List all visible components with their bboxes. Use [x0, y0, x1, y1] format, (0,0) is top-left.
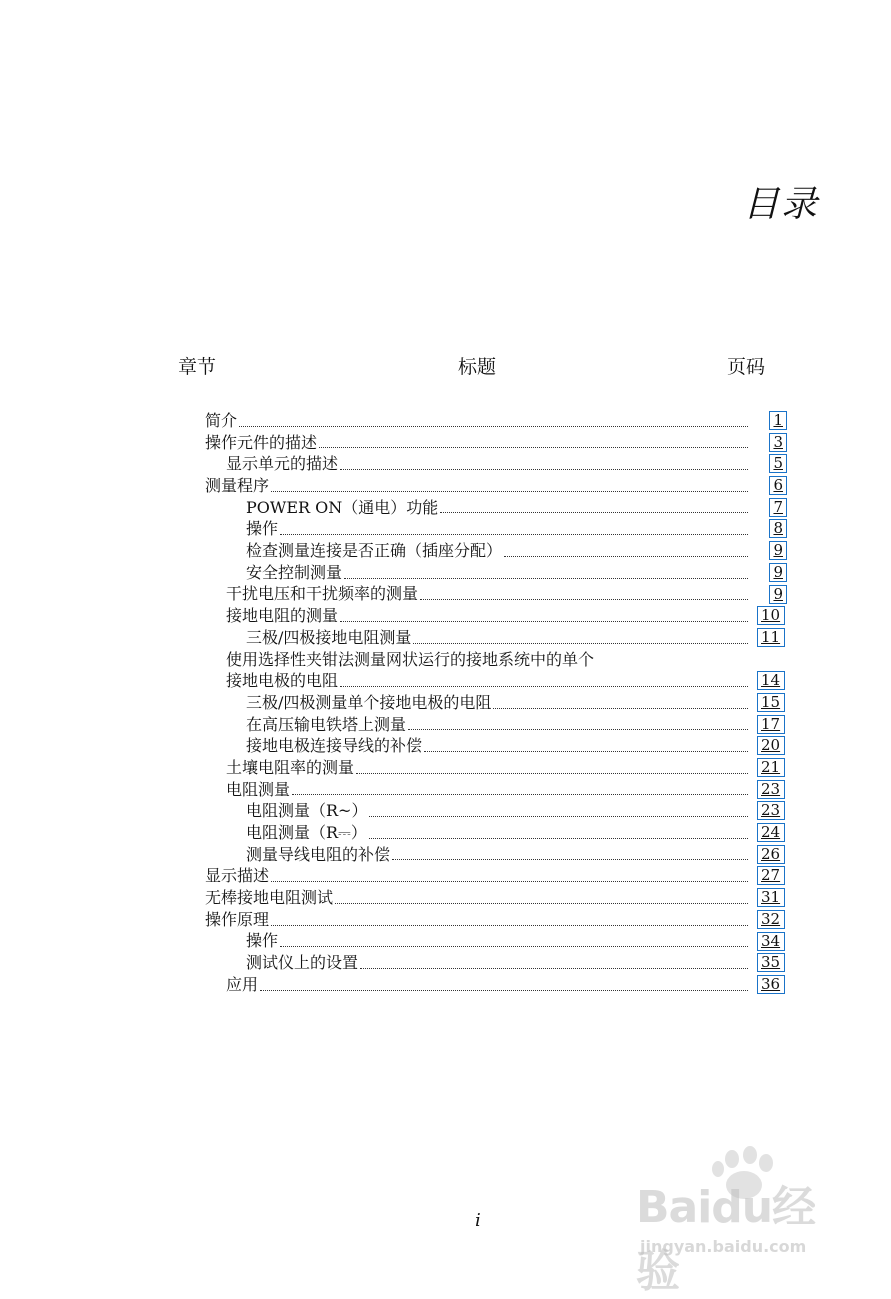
toc-entry-label: 三极/四极接地电阻测量: [246, 627, 412, 647]
toc-entry-label: 接地电阻的测量: [226, 606, 339, 626]
dot-leader: [420, 599, 748, 600]
dot-leader: [292, 794, 748, 795]
dot-leader: [408, 729, 748, 730]
toc-entry[interactable]: [0, 909, 891, 931]
toc-entry[interactable]: [0, 800, 891, 822]
dot-leader: [440, 512, 748, 513]
toc-page-link[interactable]: 9: [769, 563, 787, 582]
toc-page-link[interactable]: 36: [757, 975, 785, 994]
toc-entry[interactable]: [0, 952, 891, 974]
toc-entry[interactable]: [0, 931, 891, 953]
header-chapter: 章节: [178, 356, 217, 378]
toc-page-link[interactable]: 21: [757, 758, 785, 777]
toc-entry-label: 电阻测量: [226, 779, 291, 799]
toc-entry-label: 简介: [205, 410, 238, 430]
toc-page-link[interactable]: 14: [757, 671, 785, 690]
dot-leader: [239, 426, 748, 427]
watermark-url: jingyan.baidu.com: [640, 1237, 807, 1256]
toc-page-link[interactable]: 24: [757, 823, 785, 842]
toc-entry-label: 干扰电压和干扰频率的测量: [226, 584, 419, 604]
dot-leader: [360, 968, 748, 969]
toc-page-link[interactable]: 7: [769, 498, 787, 517]
toc-page-link[interactable]: 6: [769, 476, 787, 495]
footer-page-number: i: [475, 1210, 481, 1231]
dot-leader: [340, 621, 748, 622]
toc-entry-label: 应用: [226, 974, 259, 994]
toc-page-link[interactable]: 9: [769, 585, 787, 604]
toc-page-link[interactable]: 9: [769, 541, 787, 560]
toc-entry[interactable]: [0, 887, 891, 909]
toc-entry-label: 电阻测量（R~）: [246, 801, 368, 821]
toc-entry[interactable]: [0, 714, 891, 736]
toc-entry-label: 操作原理: [205, 909, 270, 929]
toc-entry[interactable]: [0, 865, 891, 887]
dot-leader: [493, 708, 748, 709]
toc-entry-label: 检查测量连接是否正确（插座分配）: [246, 541, 503, 561]
toc-entry-label: 测量导线电阻的补偿: [246, 844, 391, 864]
toc-entry-label: 接地电极的电阻: [226, 671, 339, 691]
header-page: 页码: [727, 356, 766, 378]
dot-leader: [280, 946, 748, 947]
watermark-logo-text: Baidu经验: [636, 1182, 816, 1297]
toc-page-link[interactable]: 3: [769, 433, 787, 452]
toc-entry[interactable]: [0, 562, 891, 584]
toc-page-link[interactable]: 5: [769, 454, 787, 473]
toc-entry-label: 三极/四极测量单个接地电极的电阻: [246, 692, 492, 712]
toc-page-link[interactable]: 17: [757, 715, 785, 734]
toc-entry[interactable]: [0, 584, 891, 606]
toc-page-link[interactable]: 26: [757, 845, 785, 864]
toc-entry[interactable]: [0, 670, 891, 692]
toc-entry-label: 无棒接地电阻测试: [205, 888, 334, 908]
toc-entry[interactable]: [0, 605, 891, 627]
toc-page-link[interactable]: 23: [757, 801, 785, 820]
toc-page-link[interactable]: 23: [757, 780, 785, 799]
toc-page-link[interactable]: 34: [757, 932, 785, 951]
toc-entry: [0, 649, 891, 671]
toc-entry-label: 土壤电阻率的测量: [226, 757, 355, 777]
dot-leader: [392, 859, 748, 860]
dot-leader: [340, 686, 748, 687]
toc-entry[interactable]: [0, 779, 891, 801]
toc-entry[interactable]: [0, 822, 891, 844]
toc-entry[interactable]: [0, 497, 891, 519]
toc-page-link[interactable]: 11: [757, 628, 785, 647]
dot-leader: [369, 816, 748, 817]
toc-list: [0, 410, 891, 996]
dot-leader: [340, 469, 748, 470]
dot-leader: [369, 838, 748, 839]
toc-entry-label: POWER ON（通电）功能: [246, 497, 439, 517]
toc-entry[interactable]: [0, 627, 891, 649]
toc-entry-label: 操作: [246, 931, 279, 951]
toc-page-link[interactable]: 15: [757, 693, 785, 712]
toc-page-link[interactable]: 1: [769, 411, 787, 430]
toc-entry[interactable]: [0, 735, 891, 757]
toc-title: 目录: [742, 184, 819, 225]
toc-entry-label: 接地电极连接导线的补偿: [246, 736, 423, 756]
toc-entry-label: 操作: [246, 519, 279, 539]
toc-page-link[interactable]: 32: [757, 910, 785, 929]
toc-entry[interactable]: [0, 692, 891, 714]
toc-entry[interactable]: [0, 518, 891, 540]
toc-page-link[interactable]: 35: [757, 953, 785, 972]
toc-entry[interactable]: [0, 453, 891, 475]
dot-leader: [335, 903, 748, 904]
toc-entry[interactable]: [0, 844, 891, 866]
dot-leader: [271, 881, 748, 882]
dot-leader: [424, 751, 748, 752]
dot-leader: [413, 643, 748, 644]
toc-entry-label: 显示描述: [205, 866, 270, 886]
dot-leader: [344, 578, 748, 579]
dot-leader: [356, 773, 748, 774]
toc-page-link[interactable]: 10: [757, 606, 785, 625]
toc-entry[interactable]: [0, 757, 891, 779]
toc-entry-label: 测量程序: [205, 476, 270, 496]
header-title: 标题: [458, 356, 497, 378]
toc-page-link[interactable]: 27: [757, 866, 785, 885]
toc-entry[interactable]: [0, 410, 891, 432]
toc-entry-label: 使用选择性夹钳法测量网状运行的接地系统中的单个: [226, 649, 595, 669]
toc-entry-label: 操作元件的描述: [205, 432, 318, 452]
baidu-watermark: [636, 1145, 848, 1297]
toc-entry[interactable]: [0, 974, 891, 996]
dot-leader: [319, 447, 748, 448]
toc-entry[interactable]: [0, 540, 891, 562]
toc-entry[interactable]: [0, 475, 891, 497]
dot-leader: [504, 556, 748, 557]
toc-entry-label: 显示单元的描述: [226, 454, 339, 474]
toc-entry-label: 测试仪上的设置: [246, 953, 359, 973]
toc-page-link[interactable]: 8: [769, 519, 787, 538]
dot-leader: [280, 534, 748, 535]
dot-leader: [271, 491, 748, 492]
toc-entry-label: 安全控制测量: [246, 562, 343, 582]
dot-leader: [271, 925, 748, 926]
toc-page-link[interactable]: 20: [757, 736, 785, 755]
toc-entry-label: 在高压输电铁塔上测量: [246, 714, 407, 734]
toc-page-link[interactable]: 31: [757, 888, 785, 907]
toc-entry[interactable]: [0, 432, 891, 454]
toc-entry-label: 电阻测量（R⎓）: [246, 823, 367, 843]
dot-leader: [260, 990, 748, 991]
